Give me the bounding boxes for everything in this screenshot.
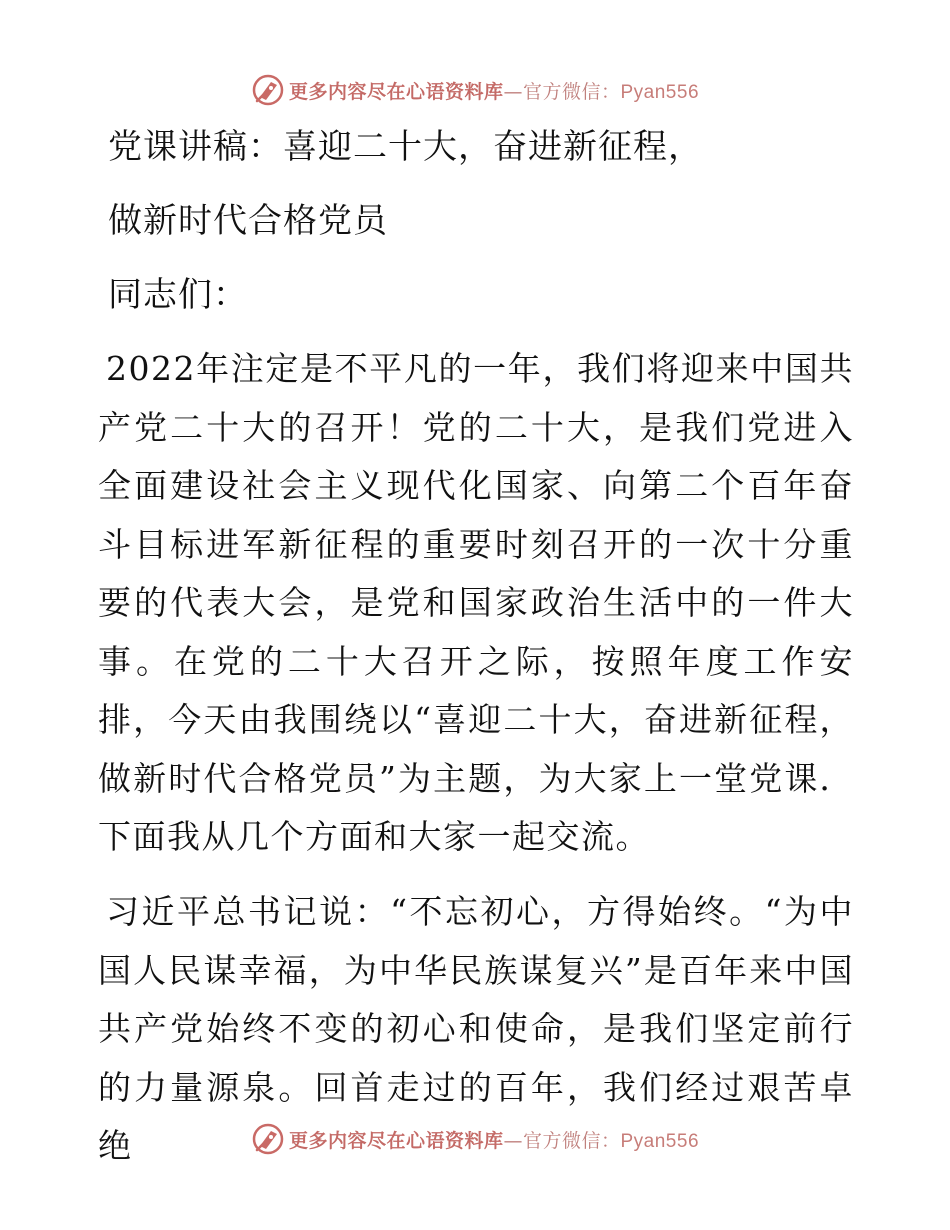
watermark-main-text: 更多内容尽在心语资料库 [288, 1129, 504, 1152]
watermark-suffix-text: 官方微信： [522, 1129, 621, 1152]
paragraph-2: 习近平总书记说：“不忘初心，方得始终。“为中国人民谋幸福，为中华民族谋复兴”是百年来中国共产党始终不变的初心和使命，是我们坚定前行的力量源泉。回首走过的百年，我们经过艰苦卓绝 [98, 892, 854, 1165]
document-title-line-2: 做新时代合格党员 [108, 201, 388, 241]
watermark-text [289, 1126, 699, 1153]
watermark-main-text: 更多内容尽在心语资料库 [288, 80, 504, 103]
watermark-suffix-text: 官方微信： [522, 80, 621, 103]
watermark-wechat-id: Pyan556 [620, 81, 700, 103]
watermark-text [289, 77, 699, 104]
paragraph-1: 2022年注定是不平凡的一年，我们将迎来中国共产党二十大的召开！党的二十大，是我们党进入全面建设社会主义现代化国家、向第二个百年奋斗目标进军新征程的重要时刻召开的一次十分重要的代表大会，是党和国家政治生活中的一件大事。在党的二十大召开之际，按照年度工作安排，今天由我围绕以“喜迎二十大，奋进新征程，做新时代合格党员”为主题，为大家上一堂党课．下面我从几个方面和大家一起交流。 [98, 349, 854, 856]
watermark-separator: — [503, 80, 523, 103]
watermark-separator: — [503, 1129, 523, 1152]
header-watermark [0, 70, 950, 110]
watermark-wechat-id: Pyan556 [620, 1130, 700, 1152]
pen-nib-logo-icon [251, 73, 285, 107]
pen-nib-logo-icon [251, 1122, 285, 1156]
footer-watermark [0, 1119, 950, 1159]
document-title-line-1: 党课讲稿：喜迎二十大，奋进新征程， [108, 127, 703, 167]
salutation: 同志们： [108, 275, 248, 315]
